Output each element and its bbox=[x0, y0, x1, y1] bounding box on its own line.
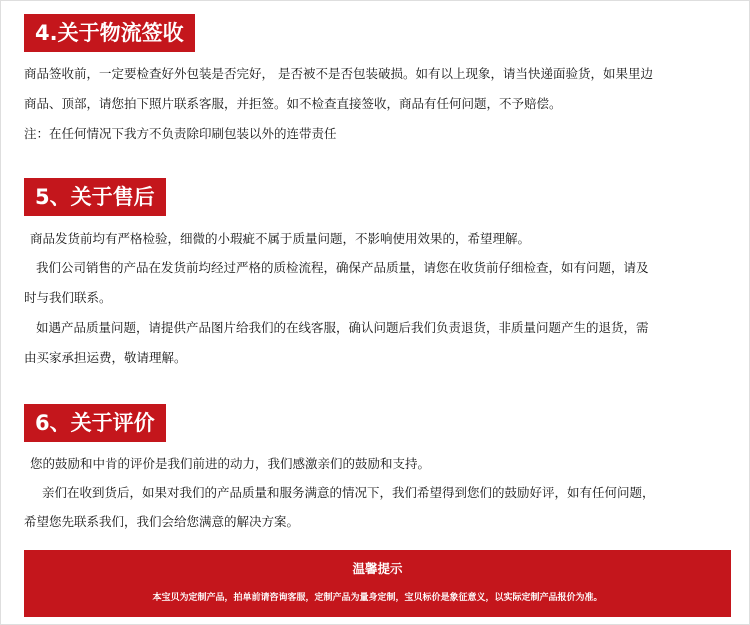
tips-banner bbox=[24, 550, 731, 617]
section-6-line-3: 希望您先联系我们，我们会给您满意的解决方案。 bbox=[24, 514, 300, 529]
tips-body: 本宝贝为定制产品，拍单前请咨询客服，定制产品为量身定制，宝贝标价是象征意义，以实际定制产品报价为准。 bbox=[152, 593, 603, 603]
section-5-line-3: 时与我们联系。 bbox=[24, 290, 112, 305]
section-5-heading: 5、关于售后 bbox=[24, 178, 166, 216]
section-4-line-3: 注：在任何情况下我方不负责除印刷包装以外的连带责任 bbox=[24, 126, 337, 141]
section-4-line-2: 商品、顶部，请您拍下照片联系客服，并拒签。如不检查直接签收，商品有任何问题，不予赔偿。 bbox=[24, 96, 562, 111]
section-6-line-1: 您的鼓励和中肯的评价是我们前进的动力，我们感激亲们的鼓励和支持。 bbox=[30, 456, 431, 471]
section-5-line-2: 我们公司销售的产品在发货前均经过严格的质检流程，确保产品质量，请您在收货前仔细检查，如有问题，请及 bbox=[36, 260, 649, 275]
section-5-line-5: 由买家承担运费，敬请理解。 bbox=[24, 350, 187, 365]
section-6-heading: 6、关于评价 bbox=[24, 404, 166, 442]
section-5-line-1: 商品发货前均有严格检验，细微的小瑕疵不属于质量问题，不影响使用效果的，希望理解。 bbox=[30, 231, 531, 246]
section-4-heading: 4.关于物流签收 bbox=[24, 14, 195, 52]
tips-title: 温馨提示 bbox=[352, 561, 403, 576]
section-5-line-4: 如遇产品质量问题，请提供产品图片给我们的在线客服，确认问题后我们负责退货，非质量问题产生的退货，需 bbox=[36, 320, 649, 335]
section-4-line-1: 商品签收前，一定要检查好外包装是否完好， 是否被不是否包装破损。如有以上现象，请当快递面验货，如果里边 bbox=[24, 66, 653, 81]
section-6-line-2: 亲们在收到货后，如果对我们的产品质量和服务满意的情况下，我们希望得到您们的鼓励好评，如有任何问题， bbox=[42, 485, 655, 500]
